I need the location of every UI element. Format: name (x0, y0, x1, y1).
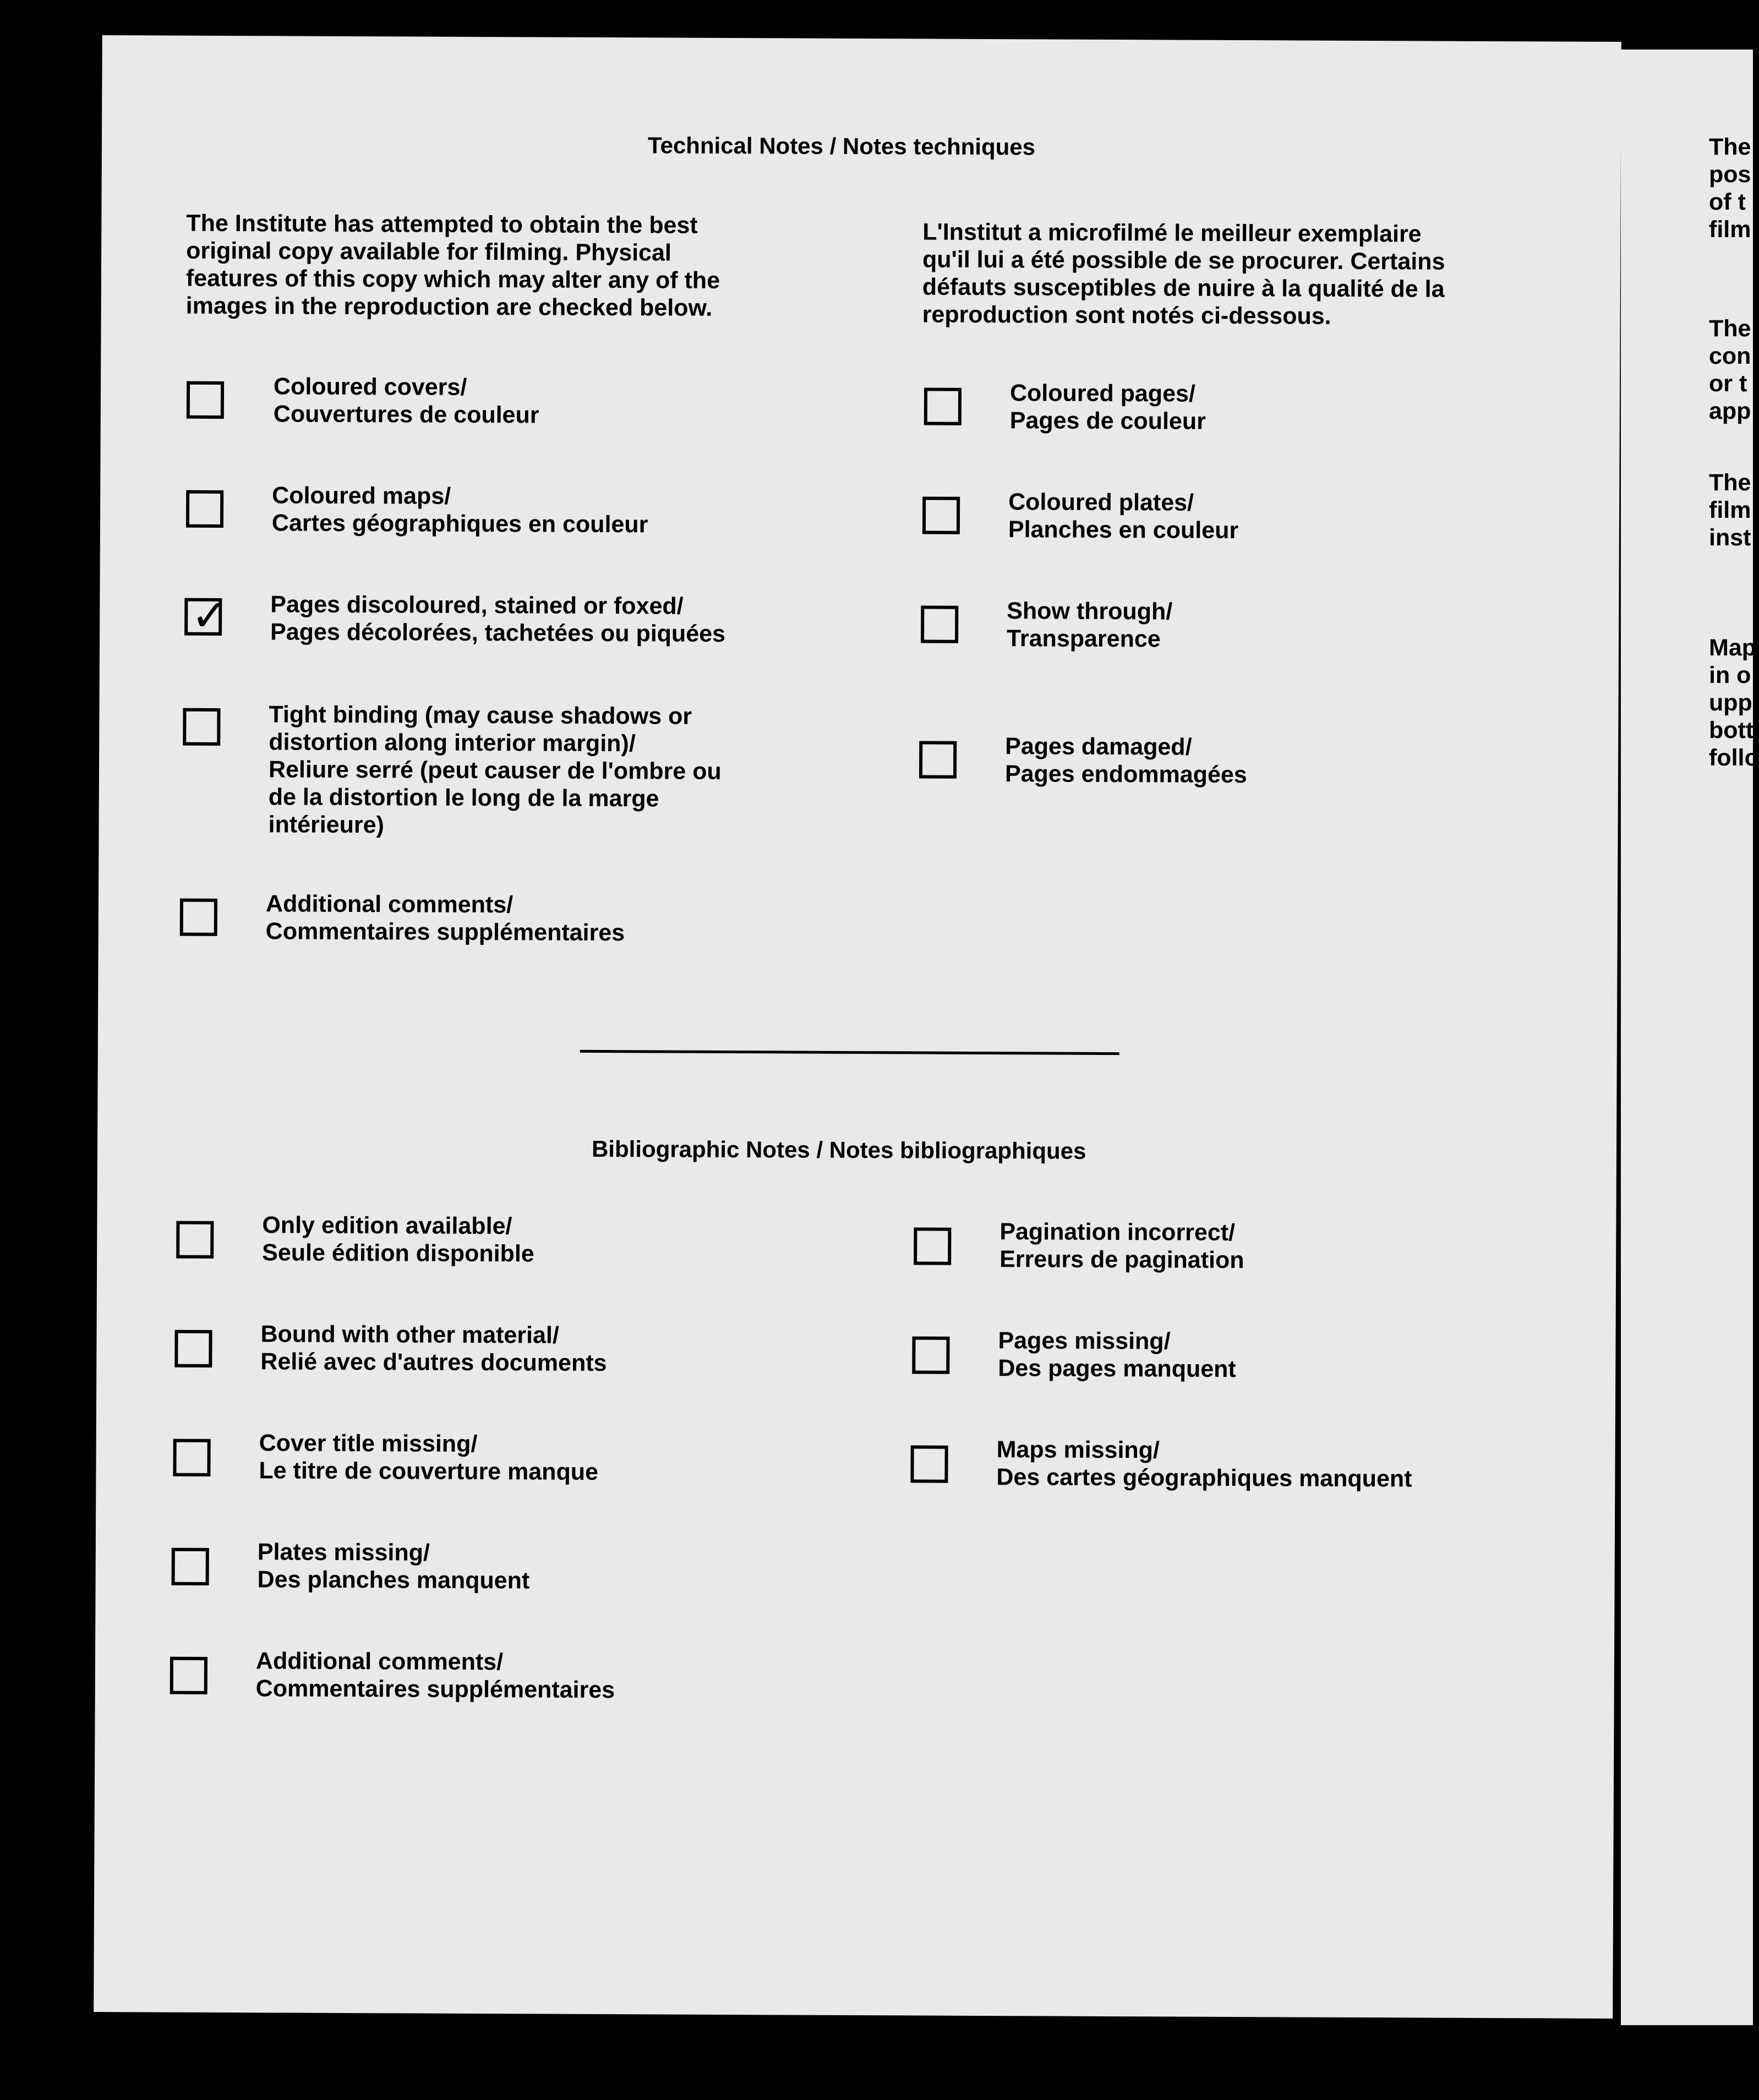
edge-line: The (1709, 134, 1751, 160)
edge-line: in o (1709, 662, 1751, 688)
checkbox-tight-binding[interactable] (183, 708, 220, 746)
edge-line: app (1709, 398, 1751, 424)
label-additional-comments-bibliographic: Additional comments/ Commentaires supplémentaires (255, 1648, 615, 1704)
intro-english: The Institute has attempted to obtain the best original copy available for filming. Physical features of this copy which may alter any of the images in the reproduction are checked below. (185, 210, 720, 321)
edge-line: of t (1709, 189, 1746, 215)
checkmark-icon: ✓ (191, 589, 228, 642)
edge-line: film (1709, 497, 1751, 523)
edge-line: film (1709, 216, 1751, 243)
checkbox-plates-missing[interactable] (172, 1548, 209, 1585)
label-bound-with: Bound with other material/ Relié avec d'autres documents (260, 1321, 607, 1377)
label-pagination-incorrect: Pagination incorrect/ Erreurs de pagination (999, 1218, 1244, 1274)
bibliographic-notes-header: Bibliographic Notes / Notes bibliographiques (591, 1135, 1086, 1164)
edge-line: Map (1709, 635, 1756, 661)
edge-line: follo (1709, 745, 1759, 771)
edge-line: inst (1709, 524, 1751, 551)
label-plates-missing: Plates missing/ Des planches manquent (257, 1539, 530, 1594)
checkbox-maps-missing[interactable] (910, 1445, 948, 1483)
label-coloured-plates: Coloured plates/ Planches en couleur (1008, 489, 1239, 544)
edge-line: upp (1709, 690, 1752, 716)
label-coloured-covers: Coloured covers/ Couvertures de couleur (273, 373, 539, 429)
label-cover-title-missing: Cover title missing/ Le titre de couverture manque (259, 1430, 599, 1485)
edge-line: or t (1709, 370, 1747, 397)
checkbox-additional-comments-bibliographic[interactable] (170, 1657, 207, 1694)
adjacent-page (1621, 50, 1759, 2025)
checkbox-coloured-maps[interactable] (186, 490, 223, 528)
label-show-through: Show through/ Transparence (1006, 598, 1173, 653)
technical-notes-header: Technical Notes / Notes techniques (647, 132, 1036, 160)
label-additional-comments-technical: Additional comments/ Commentaires supplémentaires (265, 890, 625, 947)
checkbox-pages-discoloured[interactable] (184, 589, 228, 642)
label-pages-damaged: Pages damaged/ Pages endommagées (1004, 733, 1247, 789)
checkbox-coloured-plates[interactable] (922, 497, 960, 534)
section-divider (580, 1050, 1119, 1055)
checkbox-cover-title-missing[interactable] (173, 1439, 210, 1476)
label-coloured-maps: Coloured maps/ Cartes géographiques en couleur (271, 482, 648, 538)
checkbox-bound-with[interactable] (174, 1330, 212, 1368)
technical-notes-page (94, 35, 1621, 2019)
label-maps-missing: Maps missing/ Des cartes géographiques manquent (996, 1436, 1412, 1492)
edge-line: The (1709, 315, 1751, 342)
edge-line: bott (1709, 717, 1754, 743)
checkbox-pagination-incorrect[interactable] (914, 1227, 951, 1265)
checkbox-pages-missing[interactable] (912, 1336, 949, 1374)
checkbox-only-edition[interactable] (176, 1221, 214, 1259)
label-pages-discoloured: Pages discoloured, stained or foxed/ Pages décolorées, tachetées ou piquées (270, 591, 726, 647)
edge-line: pos (1709, 161, 1751, 188)
label-coloured-pages: Coloured pages/ Pages de couleur (1009, 380, 1206, 435)
intro-french: L'Institut a microfilmé le meilleur exemplaire qu'il lui a été possible de se procurer. Certains défauts susceptibles de nuire à la qualité de la reproduction sont notés ci-dessous. (922, 218, 1445, 330)
label-only-edition: Only edition available/ Seule édition disponible (262, 1212, 534, 1267)
checkbox-pages-damaged[interactable] (919, 741, 957, 778)
edge-line: The (1709, 469, 1751, 496)
label-tight-binding: Tight binding (may cause shadows or distortion along interior margin)/ Reliure serré (peut causer de l'ombre ou de la distortion le long de la marge intérieure) (268, 701, 722, 839)
edge-line: con (1709, 343, 1751, 369)
checkbox-additional-comments-technical[interactable] (180, 899, 217, 936)
label-pages-missing: Pages missing/ Des pages manquent (998, 1327, 1236, 1383)
checkbox-show-through[interactable] (921, 605, 958, 643)
checkbox-coloured-pages[interactable] (924, 388, 962, 425)
checkbox-coloured-covers[interactable] (187, 381, 224, 419)
